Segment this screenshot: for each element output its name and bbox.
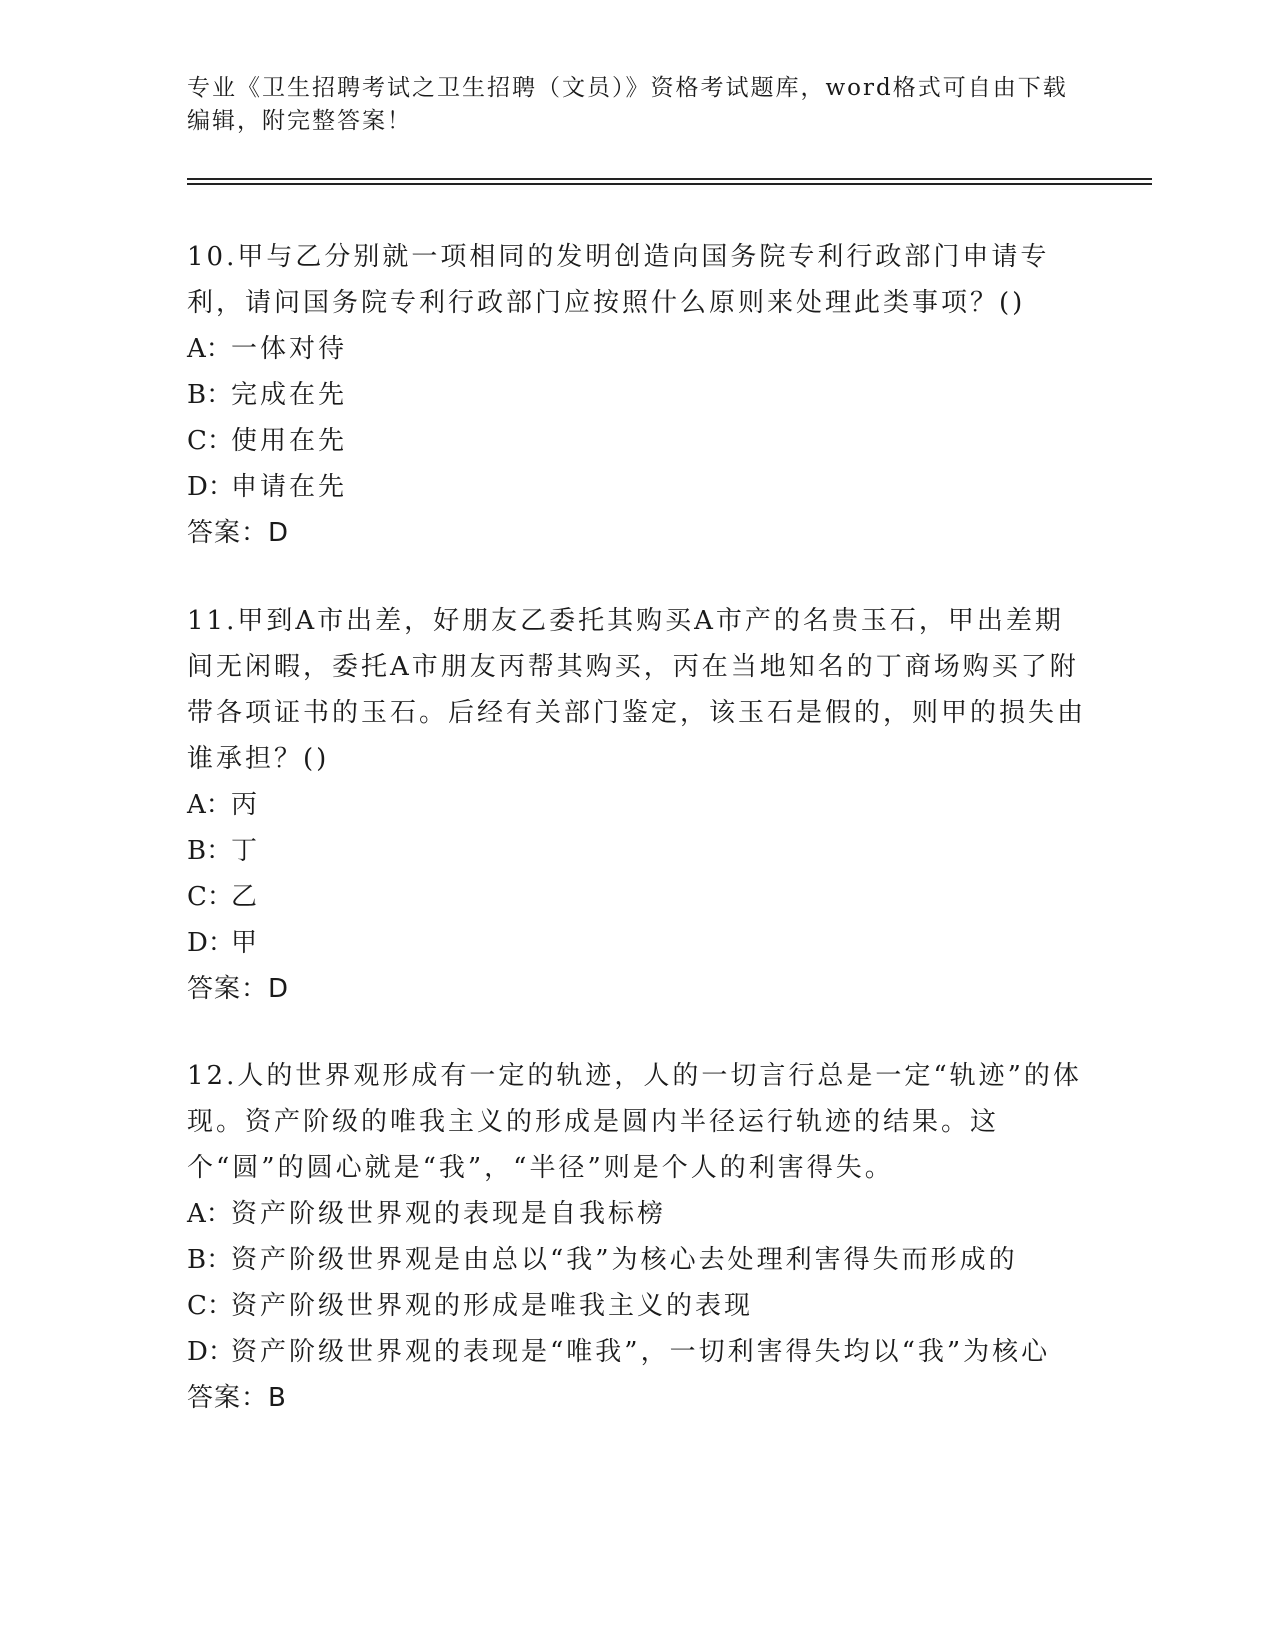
option-a	[187, 1191, 1087, 1237]
option-key: D：	[187, 928, 234, 958]
answer-line: 答案：D	[187, 518, 290, 548]
option-key: B：	[187, 380, 233, 410]
header-divider-bottom	[187, 183, 1152, 185]
option-text: 甲	[231, 928, 261, 958]
option-text: 乙	[231, 882, 261, 912]
option-key: A：	[187, 790, 232, 820]
question-stem: 10.甲与乙分别就一项相同的发明创造向国务院专利行政部门申请专利，请问国务院专利行政部门应按照什么原则来处理此类事项？()	[187, 242, 1050, 318]
option-text: 资产阶级世界观的表现是“唯我”，一切利害得失均以“我”为核心	[231, 1337, 1051, 1367]
question-stem: 11.甲到A市出差，好朋友乙委托其购买A市产的名贵玉石，甲出差期间无闲暇，委托A市朋友丙帮其购买，丙在当地知名的丁商场购买了附带各项证书的玉石。后经有关部门鉴定，该玉石是假的，则甲的损失由谁承担？()	[187, 606, 1087, 774]
option-d	[187, 920, 1087, 966]
option-c	[187, 874, 1087, 920]
document-header	[187, 72, 1087, 138]
option-text: 资产阶级世界观是由总以“我”为核心去处理利害得失而形成的	[231, 1245, 1018, 1275]
option-b	[187, 828, 1087, 874]
option-text: 完成在先	[231, 380, 348, 410]
option-key: A：	[187, 1199, 232, 1229]
option-a	[187, 782, 1087, 828]
option-key: C：	[187, 882, 233, 912]
option-text: 资产阶级世界观的表现是自我标榜	[231, 1199, 667, 1229]
option-key: B：	[187, 836, 233, 866]
option-key: A：	[187, 334, 232, 364]
option-c	[187, 1283, 1087, 1329]
header-line-2: 编辑，附完整答案！	[187, 108, 412, 134]
option-c	[187, 418, 1087, 464]
option-text: 使用在先	[231, 426, 348, 456]
option-text: 资产阶级世界观的形成是唯我主义的表现	[231, 1291, 754, 1321]
option-key: D：	[187, 472, 234, 502]
option-key: C：	[187, 426, 233, 456]
option-key: D：	[187, 1337, 234, 1367]
option-b	[187, 372, 1087, 418]
option-b	[187, 1237, 1087, 1283]
answer-line: 答案：D	[187, 974, 290, 1004]
header-divider-top	[187, 178, 1152, 180]
option-text: 丙	[231, 790, 261, 820]
option-key: B：	[187, 1245, 233, 1275]
option-key: C：	[187, 1291, 233, 1321]
header-line-1: 专业《卫生招聘考试之卫生招聘（文员）》资格考试题库，word格式可自由下载	[187, 75, 1068, 101]
option-a	[187, 326, 1087, 372]
question-10	[187, 234, 1087, 556]
question-11	[187, 598, 1087, 1012]
option-d	[187, 464, 1087, 510]
question-stem: 12.人的世界观形成有一定的轨迹，人的一切言行总是一定“轨迹”的体现。资产阶级的唯我主义的形成是圆内半径运行轨迹的结果。这个“圆”的圆心就是“我”，“半径”则是个人的利害得失。	[187, 1061, 1082, 1183]
answer-line: 答案：B	[187, 1383, 287, 1413]
question-12	[187, 1053, 1087, 1421]
option-text: 一体对待	[231, 334, 348, 364]
option-d	[187, 1329, 1087, 1375]
option-text: 丁	[231, 836, 261, 866]
option-text: 申请在先	[231, 472, 348, 502]
